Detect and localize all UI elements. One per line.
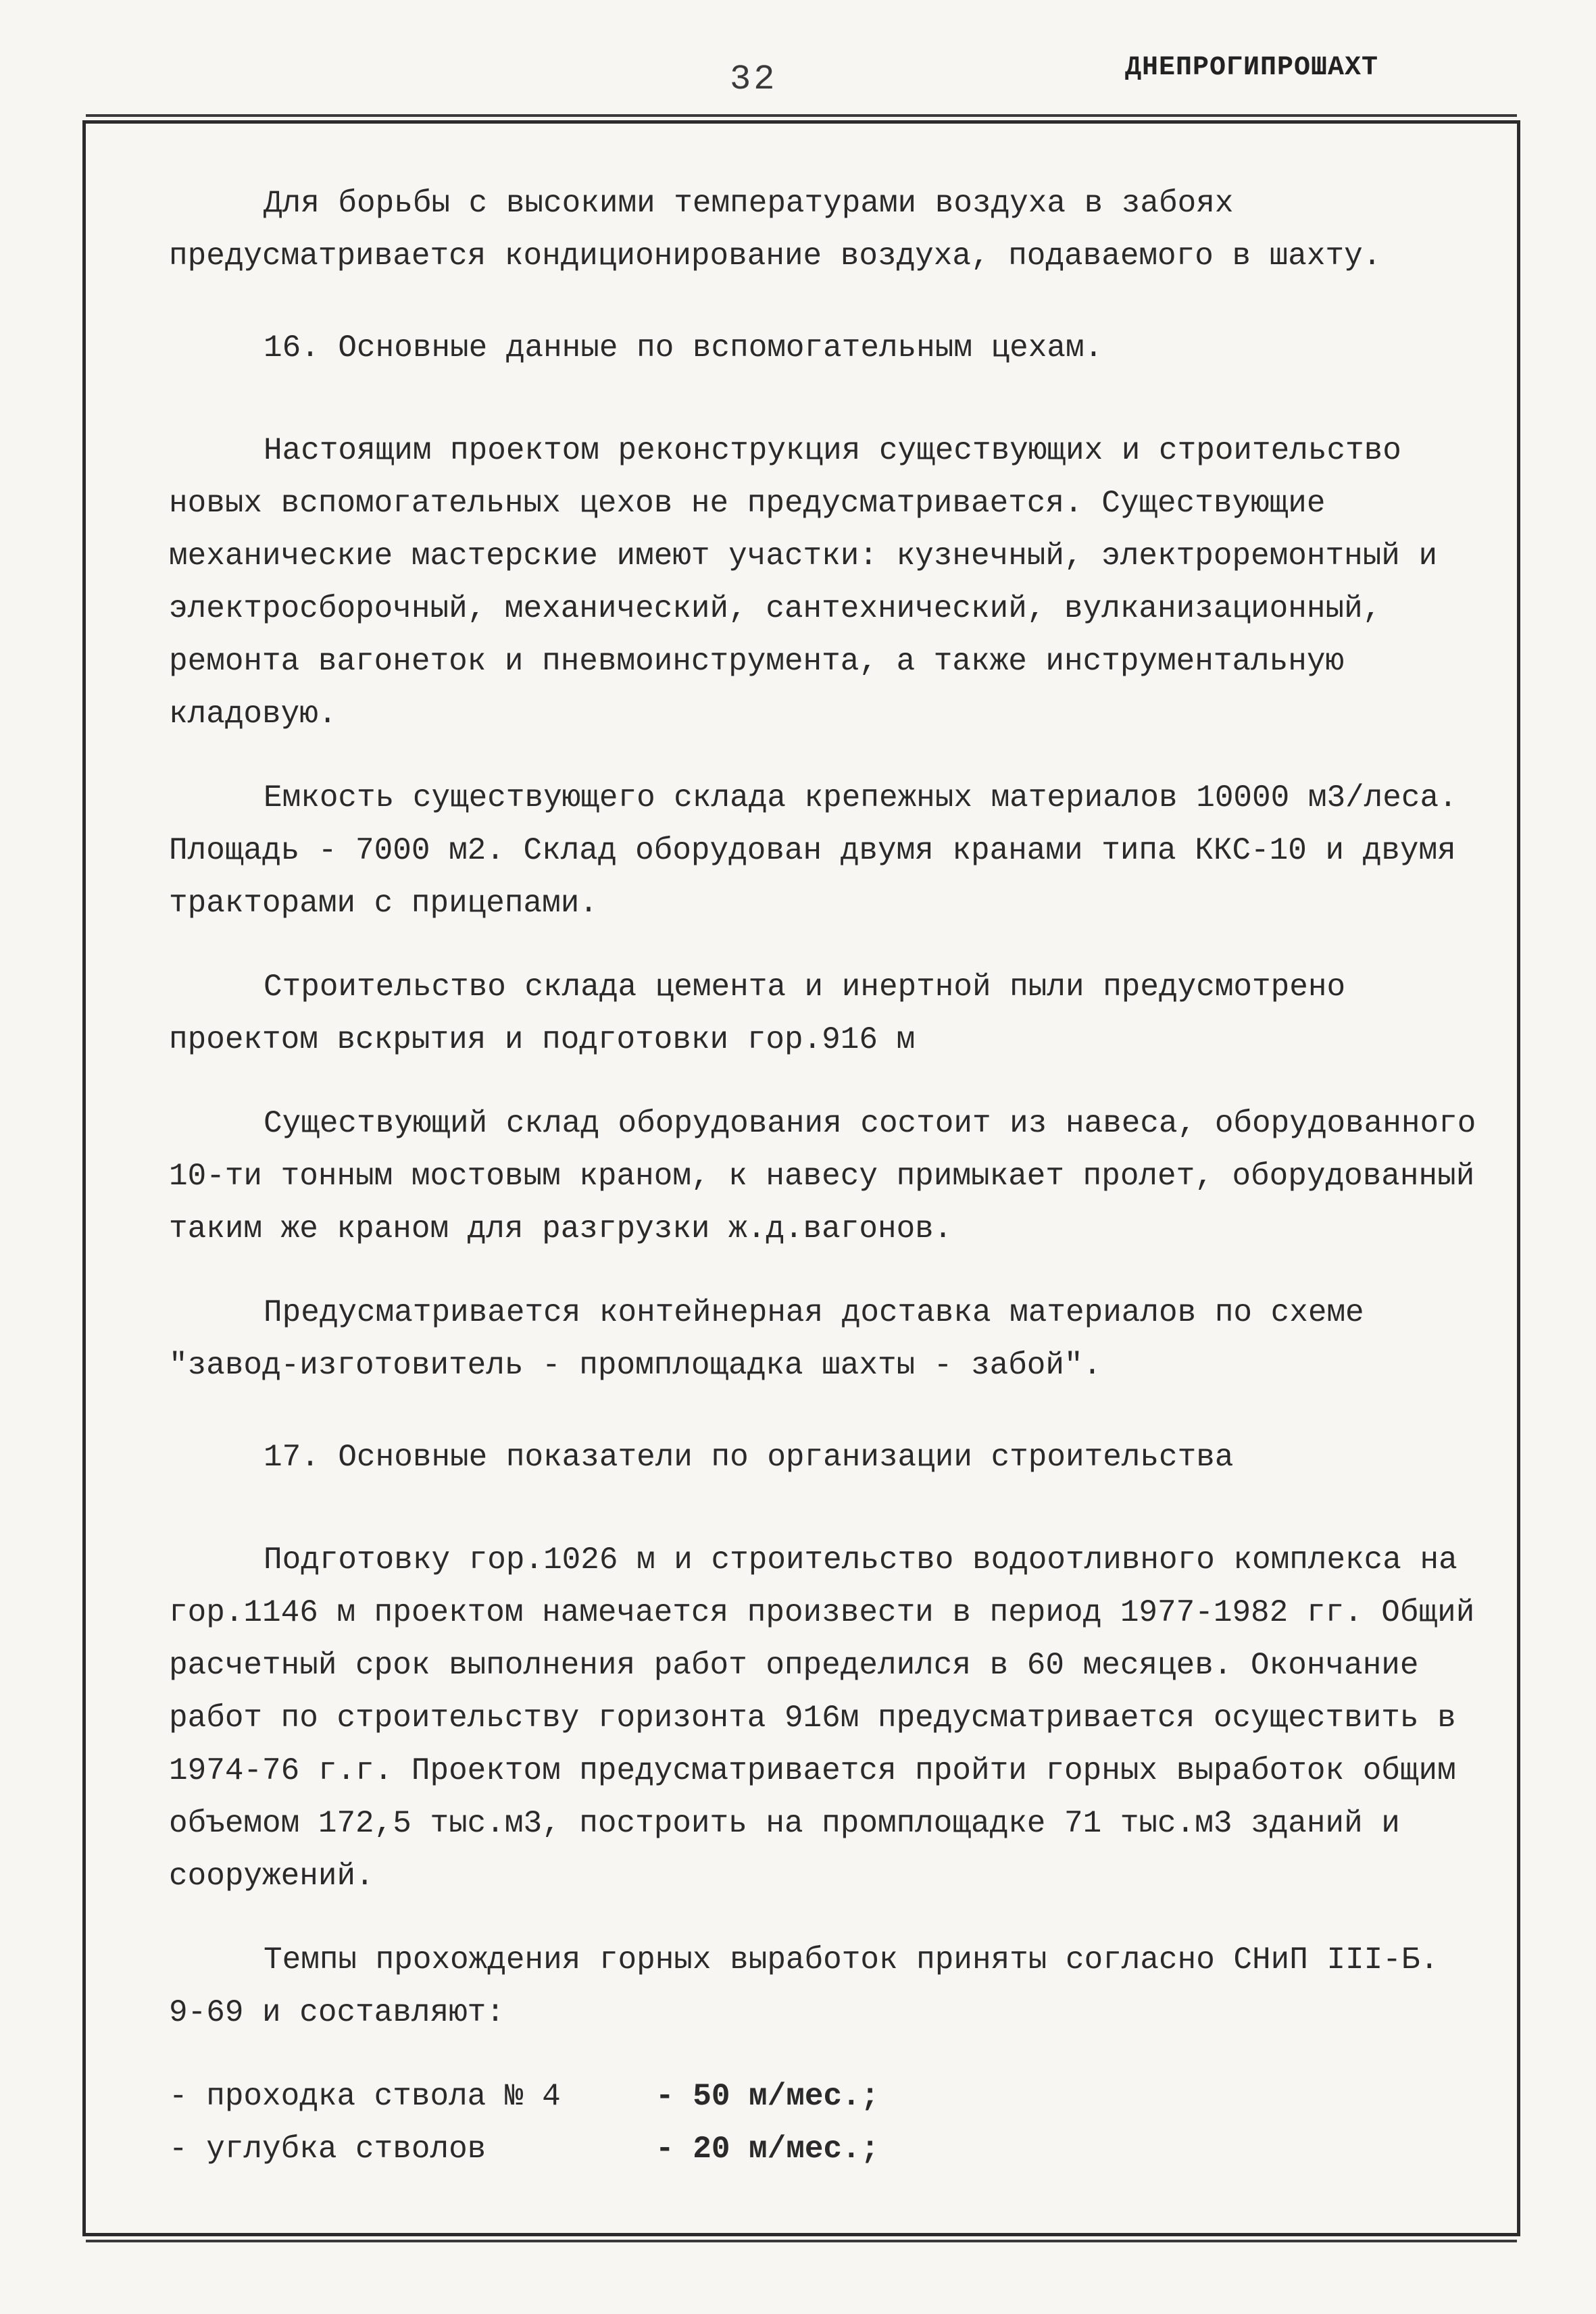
paragraph-air-conditioning: Для борьбы с высокими температурами воздуха в забоях предусматривается кондиционирование воздуха, подаваемого в шахту. — [169, 186, 1382, 274]
paragraph-timber-warehouse: Емкость существующего склада крепежных материалов 10000 м3/леса. Площадь - 7000 м2. Склад оборудован двумя кранами типа ККС-10 и двумя тракторами с прицепами. — [169, 780, 1457, 921]
section-17-heading: 17. Основные показатели по организации строительства — [264, 1440, 1234, 1475]
paragraph-equipment-warehouse: Существующий склад оборудования состоит из навеса, оборудованного 10-ти тонным мостовым краном, к навесу примыкает пролет, оборудованный таким же краном для разгрузки ж.д.вагонов. — [169, 1106, 1476, 1247]
rate-value: - 50 м/мес.; — [655, 2079, 880, 2114]
paragraph-excavation-rates: Темпы прохождения горных выработок приняты согласно СНиП III-Б. 9-69 и составляют: — [169, 1942, 1439, 2030]
paragraph-construction-schedule: Подготовку гор.1026 м и строительство водоотливного комплекса на гор.1146 м проектом намечается произвести в период 1977-1982 гг. Общий расчетный срок выполнения работ определился в 60 месяцев. Окончание работ по строительству горизонта 916м предусматривается осуществить в 1974-76 г.г. Проектом предусматривается пройти горных выработок общим объемом 172,5 тыс.м3, построить на промплощадке 71 тыс.м3 зданий и сооружений. — [169, 1542, 1475, 1894]
rates-list — [169, 2070, 1487, 2175]
section-16-heading: 16. Основные данные по вспомогательным цехам. — [264, 330, 1103, 366]
paragraph-container-delivery: Предусматривается контейнерная доставка материалов по схеме "завод-изготовитель - промплощадка шахты - забой". — [169, 1295, 1364, 1383]
page-number: 32 — [730, 59, 778, 99]
rate-label: - углубка стволов — [169, 2132, 487, 2167]
paragraph-cement-warehouse: Строительство склада цемента и инертной пыли предусмотрено проектом вскрытия и подготовки гор.916 м — [169, 970, 1346, 1057]
document-body — [169, 177, 1487, 2175]
organization-stamp: ДНЕПРОГИПРОШАХТ — [1125, 53, 1379, 83]
rate-label: - проходка ствола № 4 — [169, 2079, 561, 2114]
list-item — [169, 2123, 1487, 2175]
rate-value: - 20 м/мес.; — [655, 2132, 880, 2167]
list-item — [169, 2070, 1487, 2123]
paragraph-auxiliary-shops: Настоящим проектом реконструкция существующих и строительство новых вспомогательных цехов не предусматривается. Существующие механические мастерские имеют участки: кузнечный, электроремонтный и электросборочный, механический, сантехнический, вулканизационный, ремонта вагонеток и пневмоинструмента, а также инструментальную кладовую. — [169, 433, 1438, 732]
